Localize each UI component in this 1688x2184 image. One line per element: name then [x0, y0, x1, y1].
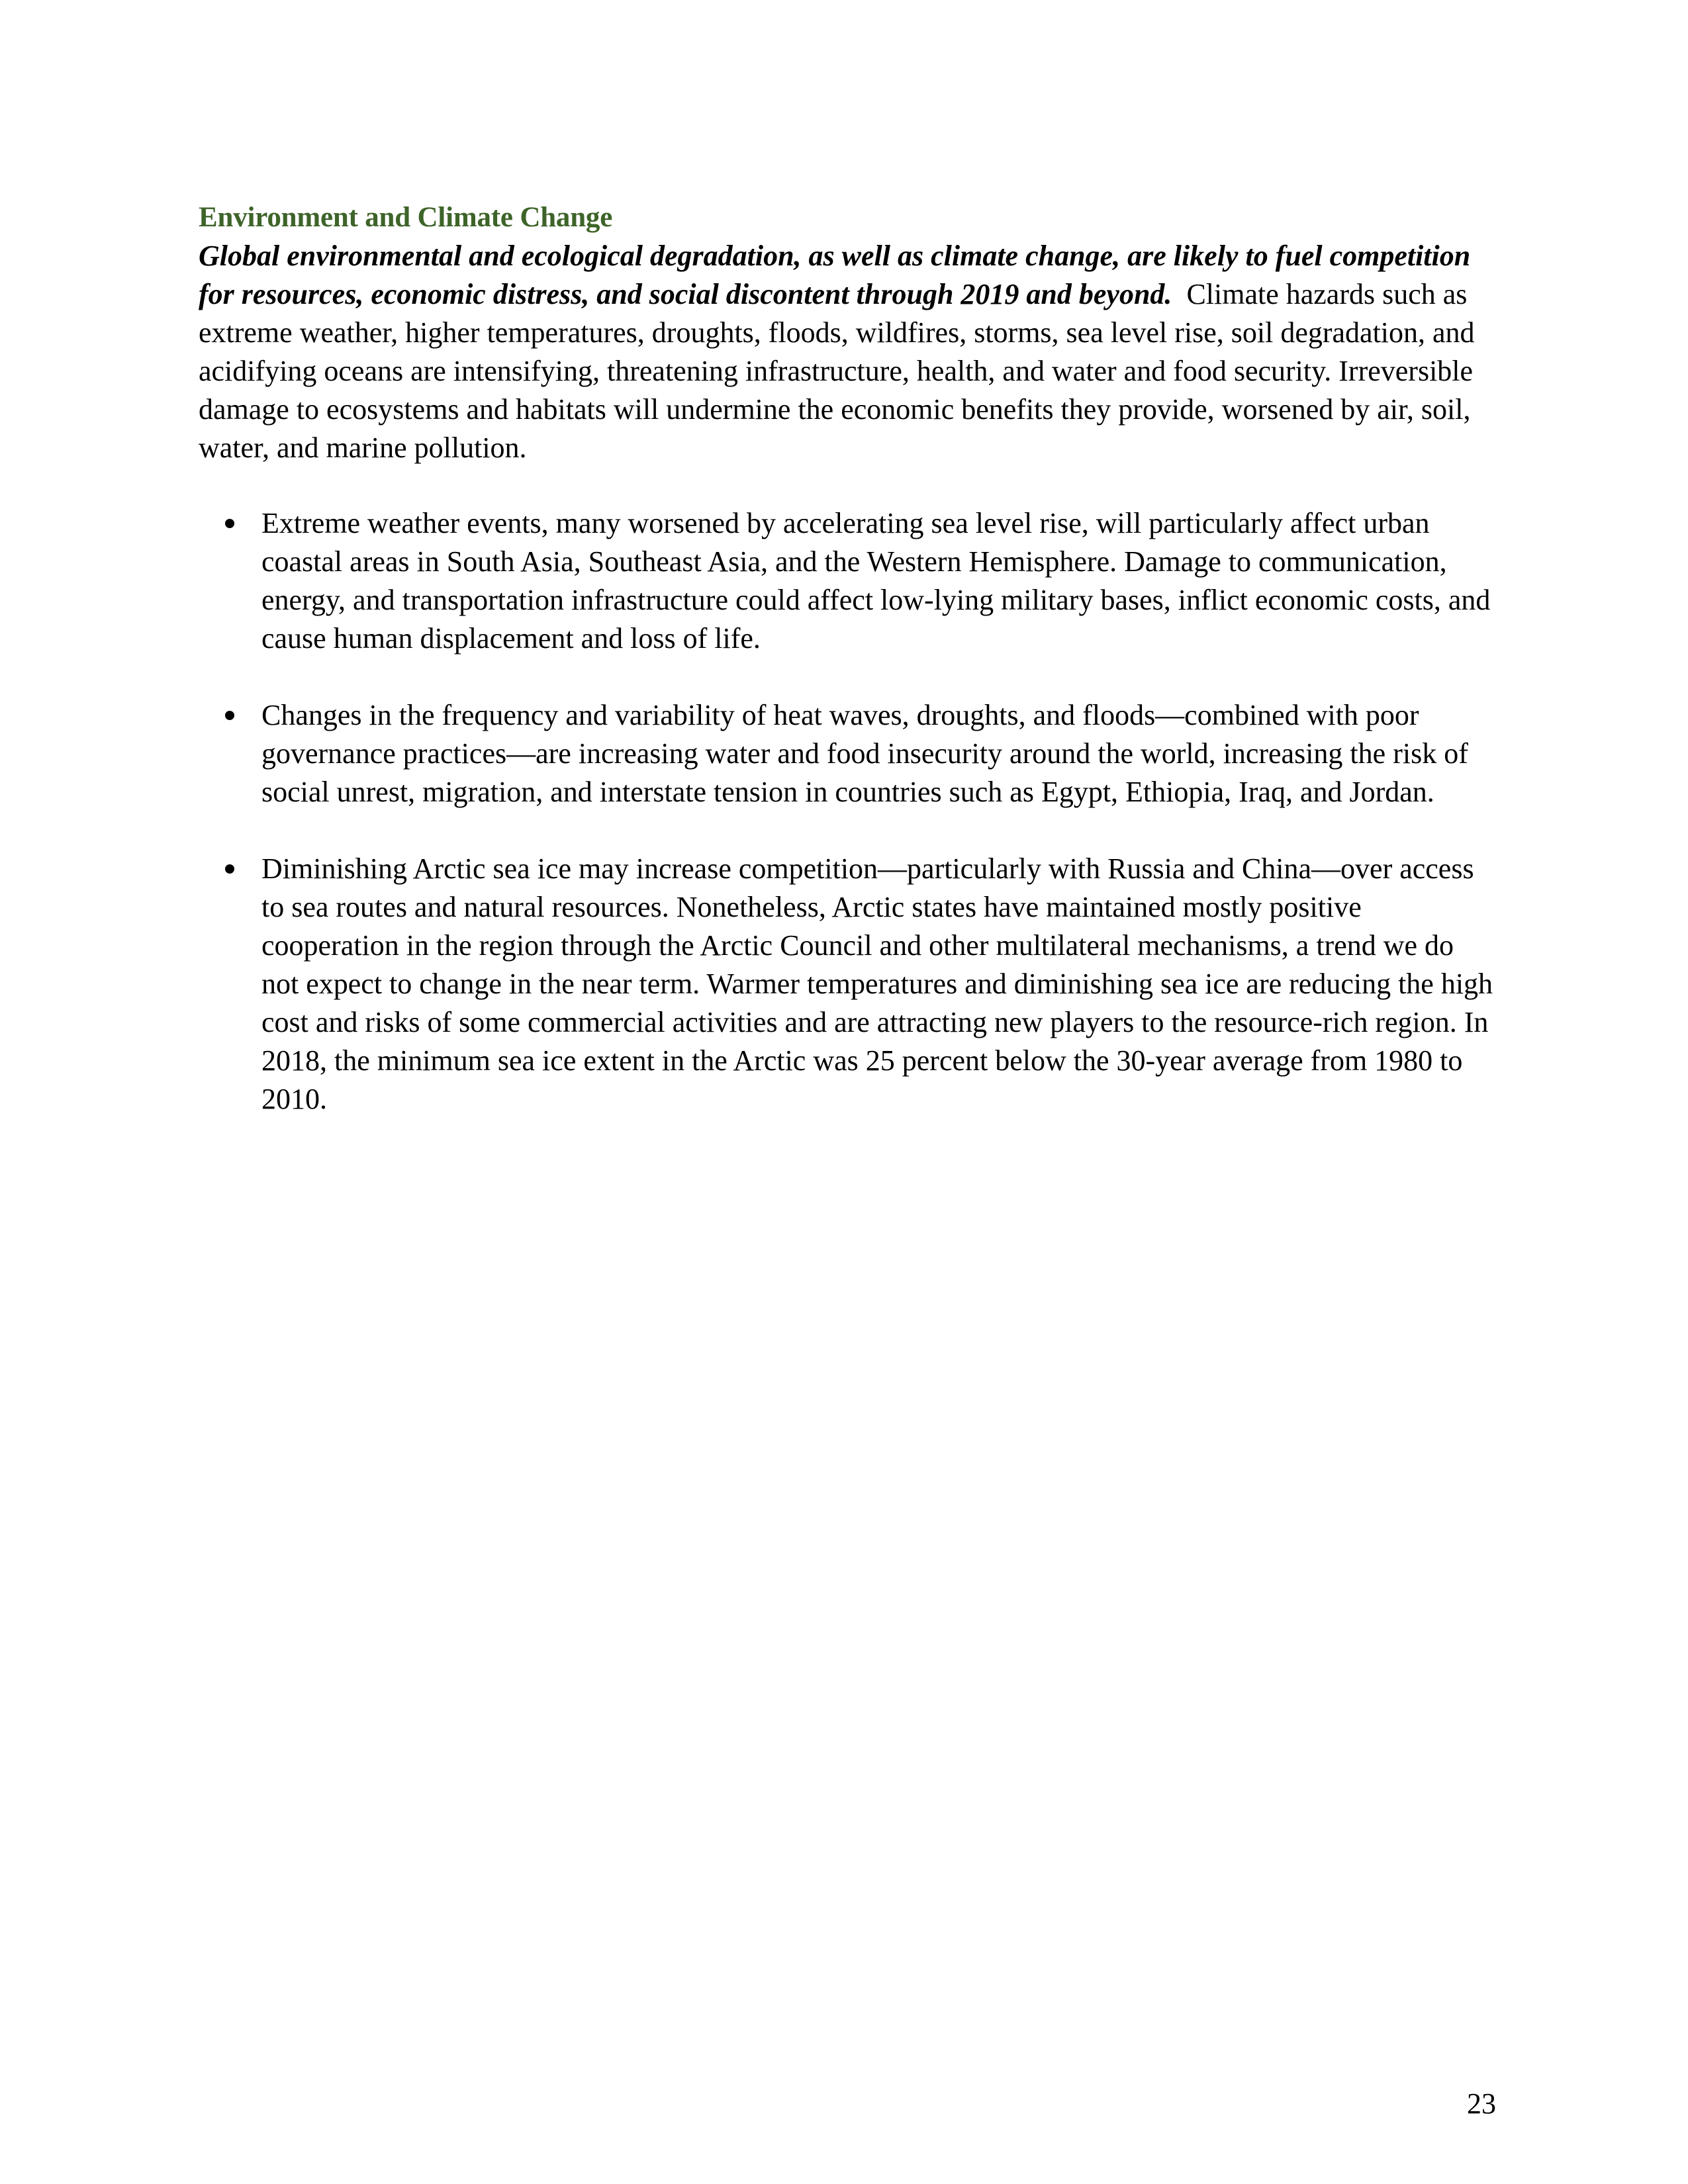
list-item — [199, 504, 1496, 658]
bullet-icon — [225, 711, 234, 720]
page-number: 23 — [1467, 2087, 1496, 2120]
section-content — [199, 199, 1496, 1157]
list-item-text: Diminishing Arctic sea ice may increase competition—particularly with Russia and China—over access to sea routes and natural resources. Nonetheless, Arctic states have maintained mostly positive cooperation in the region through the Arctic Council and other multilateral mechanisms, a trend we do not expect to change in the near term. Warmer temperatures and diminishing sea ice are reducing the high cost and risks of some commercial activities and are attracting new players to the resource-rich region. In 2018, the minimum sea ice extent in the Arctic was 25 percent below the 30-year average from 1980 to 2010. — [261, 852, 1493, 1115]
section-heading: Environment and Climate Change — [199, 202, 613, 233]
list-item-text: Extreme weather events, many worsened by accelerating sea level rise, will particularly affect urban coastal areas in South Asia, Southeast Asia, and the Western Hemisphere. Damage to communication, energy, and transportation infrastructure could affect low-lying military bases, inflict economic costs, and cause human displacement and loss of life. — [261, 507, 1491, 655]
list-item — [199, 850, 1496, 1118]
bullet-icon — [225, 519, 234, 528]
list-item-text: Changes in the frequency and variability of heat waves, droughts, and floods—combined with poor governance practices—are increasing water and food insecurity around the world, increasing the risk of social unrest, migration, and interstate tension in countries such as Egypt, Ethiopia, Iraq, and Jordan. — [261, 699, 1468, 808]
list-item — [199, 696, 1496, 811]
bullet-icon — [225, 864, 234, 874]
intro-paragraph — [199, 237, 1496, 467]
intro-lead-sentence: Global environmental and ecological degradation, as well as climate change, are likely to fuel competition for resources, economic distress, and social discontent through 2019 and beyond. — [199, 240, 1471, 310]
bullet-list — [199, 504, 1496, 1118]
intro-body-text: Climate hazards such as extreme weather, higher temperatures, droughts, floods, wildfires, storms, sea level rise, soil degradation, and acidifying oceans are intensifying, threatening infrastructure, health, and water and food security. Irreversible damage to ecosystems and habitats will undermine the economic benefits they provide, worsened by air, soil, water, and marine pollution. — [199, 278, 1475, 464]
